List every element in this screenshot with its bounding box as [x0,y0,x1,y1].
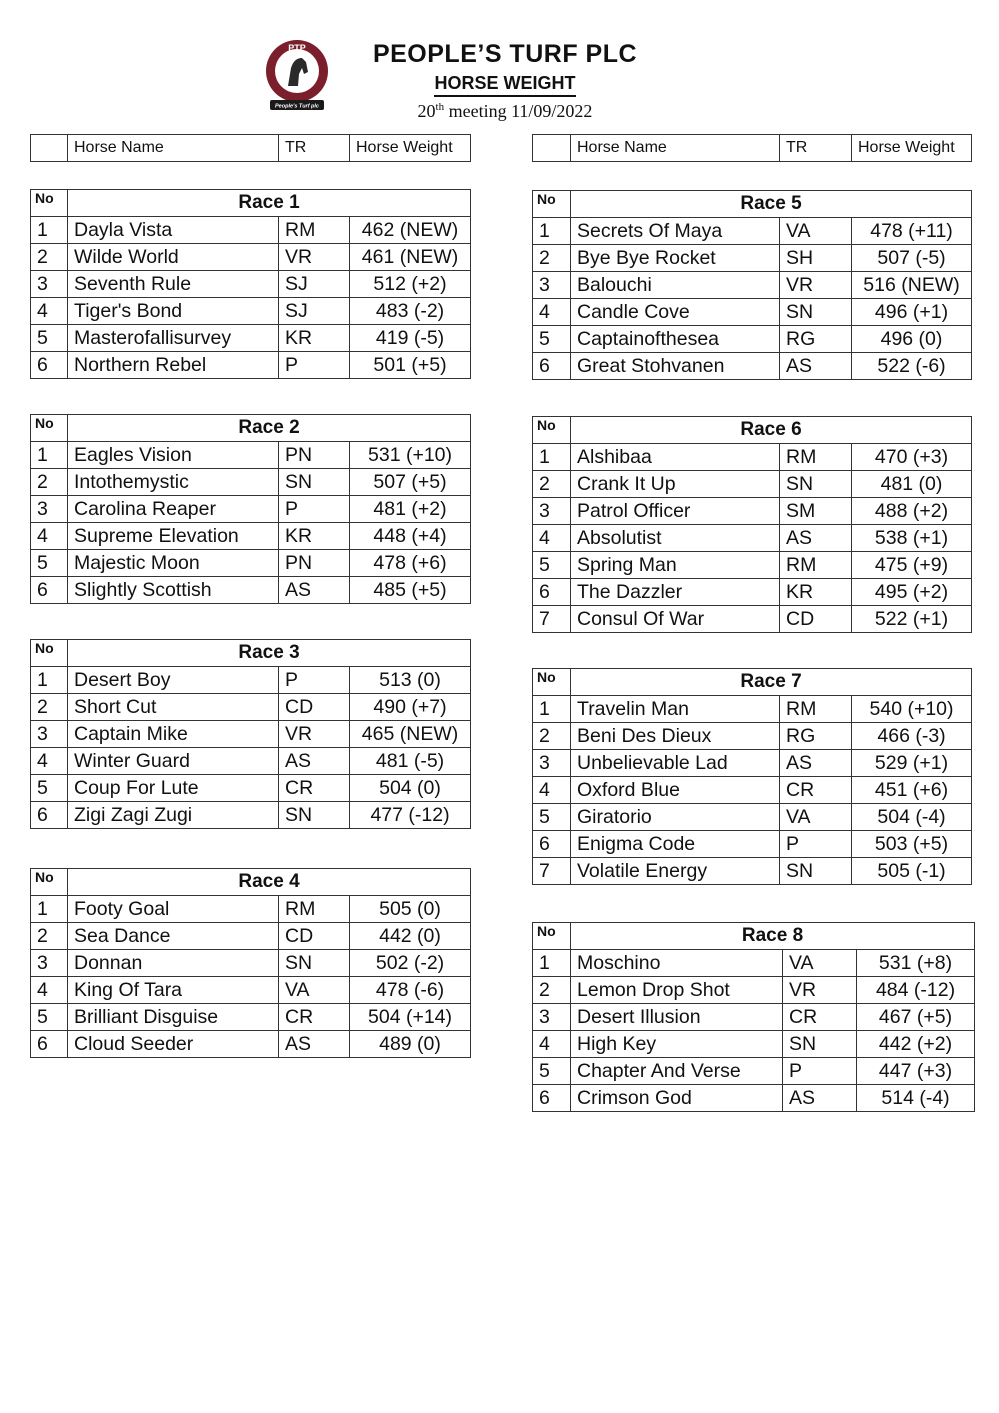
table-row [533,444,972,471]
trainer-code: VA [780,804,852,831]
trainer-code: VA [780,218,852,245]
trainer-code: SJ [279,271,350,298]
race-table [30,868,471,1058]
runner-number: 1 [31,667,68,694]
horse-weight: 538 (+1) [852,525,972,552]
race-title: Race 2 [68,415,471,442]
runner-number: 4 [533,525,571,552]
column-horse-weight: Horse Weight [350,135,471,162]
runner-number: 6 [31,577,68,604]
horse-name: Slightly Scottish [68,577,279,604]
table-row [533,552,972,579]
table-row [31,923,471,950]
table-row [533,977,975,1004]
column-no: No [31,190,68,217]
horse-name: Unbelievable Lad [571,750,780,777]
horse-name: Crank It Up [571,471,780,498]
table-row [31,950,471,977]
horse-name: Beni Des Dieux [571,723,780,750]
trainer-code: SN [279,469,350,496]
svg-text:PTP: PTP [288,43,306,53]
runner-number: 2 [31,469,68,496]
runner-number: 5 [533,326,571,353]
runner-number: 5 [533,1058,571,1085]
trainer-code: SN [780,299,852,326]
race-table [532,668,972,885]
trainer-code: KR [279,523,350,550]
horse-name: Zigi Zagi Zugi [68,802,279,829]
sheet-title: HORSE WEIGHT [300,73,710,94]
table-row [533,498,972,525]
runner-number: 3 [31,271,68,298]
race-table [30,414,471,604]
horse-name: Great Stohvanen [571,353,780,380]
runner-number: 2 [31,244,68,271]
trainer-code: KR [279,325,350,352]
trainer-code: PN [279,550,350,577]
table-row [31,523,471,550]
table-row [533,950,975,977]
runner-number: 1 [533,444,571,471]
meeting-info: 20th meeting 11/09/2022 [417,101,593,121]
horse-name: Dayla Vista [68,217,279,244]
horse-weight: 483 (-2) [350,298,471,325]
table-row [533,723,972,750]
trainer-code: VR [780,272,852,299]
horse-weight: 522 (+1) [852,606,972,633]
horse-weight: 442 (+2) [857,1031,975,1058]
horse-name: Volatile Energy [571,858,780,885]
column-no: No [31,640,68,667]
table-row [533,272,972,299]
race-title: Race 4 [68,869,471,896]
horse-weight: 481 (-5) [350,748,471,775]
horse-name: Desert Boy [68,667,279,694]
horse-name: Absolutist [571,525,780,552]
runner-number: 6 [31,352,68,379]
horse-name: Desert Illusion [571,1004,783,1031]
horse-name: Supreme Elevation [68,523,279,550]
runner-number: 4 [31,523,68,550]
horse-name: Lemon Drop Shot [571,977,783,1004]
runner-number: 2 [533,245,571,272]
column-horse-name: Horse Name [68,135,279,162]
horse-name: Sea Dance [68,923,279,950]
table-row [533,579,972,606]
trainer-code: AS [279,1031,350,1058]
horse-weight: 503 (+5) [852,831,972,858]
horse-weight: 481 (+2) [350,496,471,523]
trainer-code: RM [780,696,852,723]
company-name: PEOPLE’S TURF PLC [372,40,638,68]
runner-number: 2 [533,471,571,498]
runner-number: 6 [31,1031,68,1058]
trainer-code: SJ [279,298,350,325]
table-row [533,471,972,498]
race-title: Race 1 [68,190,471,217]
table-row [31,896,471,923]
horse-weight: 540 (+10) [852,696,972,723]
trainer-code: CR [279,1004,350,1031]
horse-name: Eagles Vision [68,442,279,469]
column-tr: TR [780,135,852,162]
horse-weight: 466 (-3) [852,723,972,750]
horse-weight: 504 (+14) [350,1004,471,1031]
horse-name: Coup For Lute [68,775,279,802]
trainer-code: P [780,831,852,858]
horse-weight: 477 (-12) [350,802,471,829]
race-title: Race 3 [68,640,471,667]
horse-name: Travelin Man [571,696,780,723]
runner-number: 6 [533,1085,571,1112]
trainer-code: CD [279,923,350,950]
runner-number: 3 [533,1004,571,1031]
horse-weight: 465 (NEW) [350,721,471,748]
table-row [533,1031,975,1058]
horse-weight: 490 (+7) [350,694,471,721]
horse-name: Tiger's Bond [68,298,279,325]
column-horse-weight: Horse Weight [852,135,972,162]
horse-weight: 462 (NEW) [350,217,471,244]
runner-number: 2 [31,923,68,950]
table-row [31,802,471,829]
horse-name: Seventh Rule [68,271,279,298]
horse-name: Enigma Code [571,831,780,858]
runner-number: 4 [31,748,68,775]
table-row [533,696,972,723]
runner-number: 5 [31,1004,68,1031]
table-row [31,469,471,496]
column-no: No [533,191,571,218]
race-table [532,190,972,380]
runner-number: 5 [31,325,68,352]
horse-name: Giratorio [571,804,780,831]
trainer-code: RG [780,723,852,750]
runner-number: 3 [533,750,571,777]
runner-number: 3 [31,721,68,748]
table-row [31,721,471,748]
trainer-code: RM [279,217,350,244]
table-row [533,353,972,380]
horse-weight: 451 (+6) [852,777,972,804]
trainer-code: KR [780,579,852,606]
horse-weight: 531 (+10) [350,442,471,469]
trainer-code: AS [783,1085,857,1112]
horse-weight: 505 (0) [350,896,471,923]
horse-weight: 507 (-5) [852,245,972,272]
horse-weight: 507 (+5) [350,469,471,496]
runner-number: 4 [31,977,68,1004]
column-no: No [533,923,571,950]
table-row [533,606,972,633]
horse-name: The Dazzler [571,579,780,606]
runner-number: 1 [31,442,68,469]
column-no: No [533,417,571,444]
trainer-code: CD [780,606,852,633]
trainer-code: VA [783,950,857,977]
runner-number: 3 [31,496,68,523]
horse-name: Footy Goal [68,896,279,923]
horse-weight: 496 (+1) [852,299,972,326]
horse-name: Chapter And Verse [571,1058,783,1085]
trainer-code: AS [780,750,852,777]
table-row [533,831,972,858]
trainer-code: SN [279,950,350,977]
runner-number: 1 [533,696,571,723]
horse-weight: 529 (+1) [852,750,972,777]
horse-weight: 447 (+3) [857,1058,975,1085]
horse-name: Majestic Moon [68,550,279,577]
horse-weight: 502 (-2) [350,950,471,977]
horse-weight: 448 (+4) [350,523,471,550]
horse-name: Spring Man [571,552,780,579]
column-no: No [31,869,68,896]
horse-weight: 513 (0) [350,667,471,694]
table-row [31,550,471,577]
runner-number: 1 [533,950,571,977]
table-row [31,667,471,694]
horse-name: High Key [571,1031,783,1058]
table-row [533,858,972,885]
table-row [533,1058,975,1085]
runner-number: 4 [533,1031,571,1058]
runner-number: 6 [31,802,68,829]
race-table [532,922,975,1112]
horse-weight: 481 (0) [852,471,972,498]
runner-number: 6 [533,579,571,606]
horse-weight: 475 (+9) [852,552,972,579]
trainer-code: RM [279,896,350,923]
horse-name: Alshibaa [571,444,780,471]
column-no: No [31,415,68,442]
table-row [31,244,471,271]
trainer-code: SN [783,1031,857,1058]
runner-number: 4 [31,298,68,325]
horse-name: Bye Bye Rocket [571,245,780,272]
horse-weight: 514 (-4) [857,1085,975,1112]
table-row [31,298,471,325]
horse-weight: 442 (0) [350,923,471,950]
horse-weight: 496 (0) [852,326,972,353]
table-row [31,775,471,802]
horse-weight: 488 (+2) [852,498,972,525]
horse-weight: 419 (-5) [350,325,471,352]
runner-number: 5 [533,552,571,579]
horse-name: Cloud Seeder [68,1031,279,1058]
horse-name: Oxford Blue [571,777,780,804]
table-row [533,750,972,777]
race-title: Race 6 [571,417,972,444]
horse-weight: 485 (+5) [350,577,471,604]
horse-weight: 467 (+5) [857,1004,975,1031]
horse-weight: 495 (+2) [852,579,972,606]
trainer-code: RM [780,444,852,471]
column-header-left [30,134,471,162]
horse-name: Northern Rebel [68,352,279,379]
table-row [533,1085,975,1112]
runner-number: 1 [533,218,571,245]
trainer-code: AS [780,525,852,552]
horse-weight: 478 (+11) [852,218,972,245]
trainer-code: SN [780,858,852,885]
column-no: No [533,669,571,696]
runner-number: 5 [533,804,571,831]
horse-name: Wilde World [68,244,279,271]
runner-number: 2 [533,723,571,750]
runner-number: 3 [533,272,571,299]
horse-weight: 484 (-12) [857,977,975,1004]
trainer-code: AS [279,748,350,775]
trainer-code: RG [780,326,852,353]
runner-number: 3 [533,498,571,525]
race-table [30,639,471,829]
horse-weight: 504 (0) [350,775,471,802]
horse-name: Intothemystic [68,469,279,496]
trainer-code: P [279,496,350,523]
horse-weight: 478 (+6) [350,550,471,577]
trainer-code: VR [279,244,350,271]
horse-name: Carolina Reaper [68,496,279,523]
table-row [31,496,471,523]
race-table [532,416,972,633]
horse-name: Captain Mike [68,721,279,748]
horse-name: Balouchi [571,272,780,299]
trainer-code: SM [780,498,852,525]
runner-number: 2 [31,694,68,721]
trainer-code: RM [780,552,852,579]
trainer-code: SN [279,802,350,829]
horse-name: Winter Guard [68,748,279,775]
horse-name: Patrol Officer [571,498,780,525]
table-row [31,694,471,721]
table-row [31,577,471,604]
horse-name: King Of Tara [68,977,279,1004]
horse-weight: 522 (-6) [852,353,972,380]
svg-text:People's Turf plc: People's Turf plc [275,103,319,110]
trainer-code: CR [780,777,852,804]
column-header-right [532,134,972,162]
table-row [31,977,471,1004]
runner-number: 4 [533,299,571,326]
table-row [533,245,972,272]
table-row [533,299,972,326]
trainer-code: PN [279,442,350,469]
runner-number: 7 [533,858,571,885]
horse-weight: 501 (+5) [350,352,471,379]
horse-name: Short Cut [68,694,279,721]
table-row [31,352,471,379]
trainer-code: SN [780,471,852,498]
horse-weight: 504 (-4) [852,804,972,831]
table-row [533,525,972,552]
trainer-code: VR [783,977,857,1004]
table-row [533,777,972,804]
race-title: Race 7 [571,669,972,696]
trainer-code: AS [279,577,350,604]
table-row [533,1004,975,1031]
runner-number: 2 [533,977,571,1004]
race-table [30,189,471,379]
column-horse-name: Horse Name [571,135,780,162]
horse-name: Captainofthesea [571,326,780,353]
trainer-code: P [783,1058,857,1085]
horse-name: Masterofallisurvey [68,325,279,352]
horse-name: Crimson God [571,1085,783,1112]
horse-weight: 531 (+8) [857,950,975,977]
horse-weight: 512 (+2) [350,271,471,298]
horse-name: Consul Of War [571,606,780,633]
race-title: Race 5 [571,191,972,218]
table-row [533,804,972,831]
trainer-code: P [279,667,350,694]
table-row [31,748,471,775]
table-row [31,217,471,244]
trainer-code: CD [279,694,350,721]
runner-number: 5 [31,550,68,577]
horse-name: Secrets Of Maya [571,218,780,245]
runner-number: 3 [31,950,68,977]
horse-name: Donnan [68,950,279,977]
horse-name: Moschino [571,950,783,977]
runner-number: 1 [31,217,68,244]
trainer-code: VR [279,721,350,748]
table-row [31,442,471,469]
table-row [31,1031,471,1058]
trainer-code: CR [783,1004,857,1031]
table-row [31,325,471,352]
horse-weight: 478 (-6) [350,977,471,1004]
runner-number: 6 [533,831,571,858]
runner-number: 7 [533,606,571,633]
trainer-code: VA [279,977,350,1004]
horse-name: Candle Cove [571,299,780,326]
horse-weight: 505 (-1) [852,858,972,885]
horse-weight: 461 (NEW) [350,244,471,271]
race-title: Race 8 [571,923,975,950]
trainer-code: AS [780,353,852,380]
table-row [533,326,972,353]
horse-weight: 516 (NEW) [852,272,972,299]
horse-name: Brilliant Disguise [68,1004,279,1031]
runner-number: 5 [31,775,68,802]
trainer-code: CR [279,775,350,802]
column-tr: TR [279,135,350,162]
table-row [31,271,471,298]
runner-number: 6 [533,353,571,380]
horse-weight: 489 (0) [350,1031,471,1058]
trainer-code: SH [780,245,852,272]
table-row [31,1004,471,1031]
horse-weight: 470 (+3) [852,444,972,471]
trainer-code: P [279,352,350,379]
runner-number: 1 [31,896,68,923]
runner-number: 4 [533,777,571,804]
table-row [533,218,972,245]
